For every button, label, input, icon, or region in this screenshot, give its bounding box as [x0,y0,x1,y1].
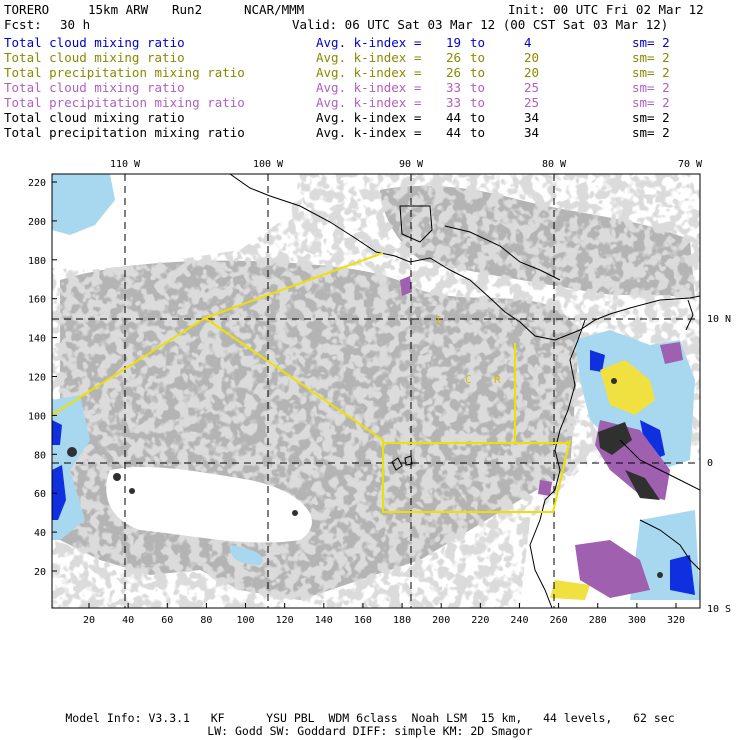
legend-kindex: Avg. k-index = [316,50,422,65]
bottom-axis-label: 60 [161,615,174,626]
bottom-axis-label: 20 [82,615,96,626]
bottom-axis-label: 140 [314,615,333,626]
bottom-axis-label: 200 [432,615,451,626]
legend-kindex: Avg. k-index = [316,95,422,110]
left-axis-label: 200 [27,216,46,228]
legend-sm: sm= 2 [632,110,670,125]
left-axis-label: 160 [27,294,46,306]
legend-field: Total precipitation mixing ratio [4,125,245,140]
bottom-axis-label: 80 [200,615,213,626]
cloud-dark [292,510,298,516]
init-time: Init: 00 UTC Fri 02 Mar 12 [508,2,704,17]
top-axis-label: 90 W [398,159,424,170]
legend-field: Total cloud mixing ratio [4,110,185,125]
bottom-axis-label: 220 [471,615,490,626]
left-axis-label: 20 [33,567,46,578]
org-label: NCAR/MMM [244,2,305,17]
top-axis-label: 70 W [677,159,703,170]
bottom-axis-label: 40 [122,615,135,626]
bottom-axis-label: 240 [510,615,529,626]
region-label-r: R [494,373,501,386]
legend-kindex: Avg. k-index = [316,80,422,95]
left-axis-label: 220 [27,178,46,189]
top-axis-label: 100 W [252,159,284,170]
legend-to: 25 [524,80,540,95]
bottom-axis-label: 120 [275,615,294,626]
legend-from: 44 [446,110,462,125]
legend-to: 34 [524,110,540,125]
legend-kindex: Avg. k-index = [316,110,422,125]
cloud-field [52,174,700,608]
region-label-c: C [465,373,472,386]
legend-kindex: Avg. k-index = [316,125,422,140]
top-axis-label: 80 W [541,159,567,170]
region-label-i: I [435,314,442,327]
legend-to: 25 [524,95,540,110]
cloud-dark [657,572,663,578]
legend-from: 26 [446,65,462,80]
left-axis-label: 140 [27,333,46,345]
legend-field: Total cloud mixing ratio [4,35,185,50]
legend-field: Total precipitation mixing ratio [4,95,245,110]
legend-to_word: to [470,80,486,95]
cloud-dark [611,378,617,384]
legend-from: 33 [446,95,462,110]
bottom-axis-label: 100 [236,615,255,626]
legend-to: 20 [524,65,540,80]
cloud-dark [113,473,121,481]
legend-field: Total precipitation mixing ratio [4,65,245,80]
legend-from: 44 [446,125,462,140]
footer-physics-info: LW: Godd SW: Goddard DIFF: simple KM: 2D Smagor [207,724,533,738]
legend-to_word: to [470,125,486,140]
cloud-dark [67,447,77,457]
forecast-hours: 30 h [60,17,91,32]
legend-to: 4 [524,35,532,50]
run-label: Run2 [172,2,203,17]
legend-to_word: to [470,50,486,65]
left-axis-label: 60 [33,489,46,501]
forecast-label: Fcst: [4,17,42,32]
left-axis-label: 40 [33,528,46,540]
legend-sm: sm= 2 [632,50,670,65]
left-axis-label: 100 [27,411,46,423]
legend-kindex: Avg. k-index = [316,35,422,50]
bottom-axis-label: 320 [666,615,686,626]
legend-from: 26 [446,50,462,65]
bottom-axis-label: 300 [627,615,646,626]
bottom-axis-label: 280 [588,615,607,626]
legend-to_word: to [470,110,486,125]
legend-to: 34 [524,125,540,140]
legend-sm: sm= 2 [632,80,670,95]
legend-to: 20 [524,50,540,65]
legend-sm: sm= 2 [632,65,670,80]
legend-kindex: Avg. k-index = [316,65,422,80]
left-axis-label: 80 [33,450,46,462]
legend-to_word: to [470,95,486,110]
right-axis-label: 10 N [707,314,732,325]
bottom-axis-label: 160 [353,615,372,626]
legend-to_word: to [470,35,486,50]
legend-from: 19 [446,35,462,50]
left-axis-label: 120 [27,372,46,384]
bottom-axis-label: 180 [393,615,412,626]
model-resolution: 15km ARW [88,2,149,17]
bottom-axis-label: 260 [549,615,568,626]
legend-to_word: to [470,65,486,80]
cloud-purple [538,480,552,496]
legend-from: 33 [446,80,462,95]
cloud-dark [129,488,135,494]
legend-sm: sm= 2 [632,125,670,140]
footer-model-info: Model Info: V3.3.1 KF YSU PBL WDM 6class Noah LSM 15 km, 44 levels, 62 sec [65,711,675,725]
valid-time: Valid: 06 UTC Sat 03 Mar 12 (00 CST Sat 03 Mar 12) [292,17,669,32]
right-axis-label: 0 [707,458,714,469]
legend-field: Total cloud mixing ratio [4,50,185,65]
legend-sm: sm= 2 [632,95,670,110]
top-axis-label: 110 W [109,159,141,170]
legend-sm: sm= 2 [632,35,670,50]
legend-field: Total cloud mixing ratio [4,80,185,95]
right-axis-label: 10 S [707,604,732,615]
left-axis-label: 180 [27,255,46,267]
model-name: TORERO [4,2,50,17]
